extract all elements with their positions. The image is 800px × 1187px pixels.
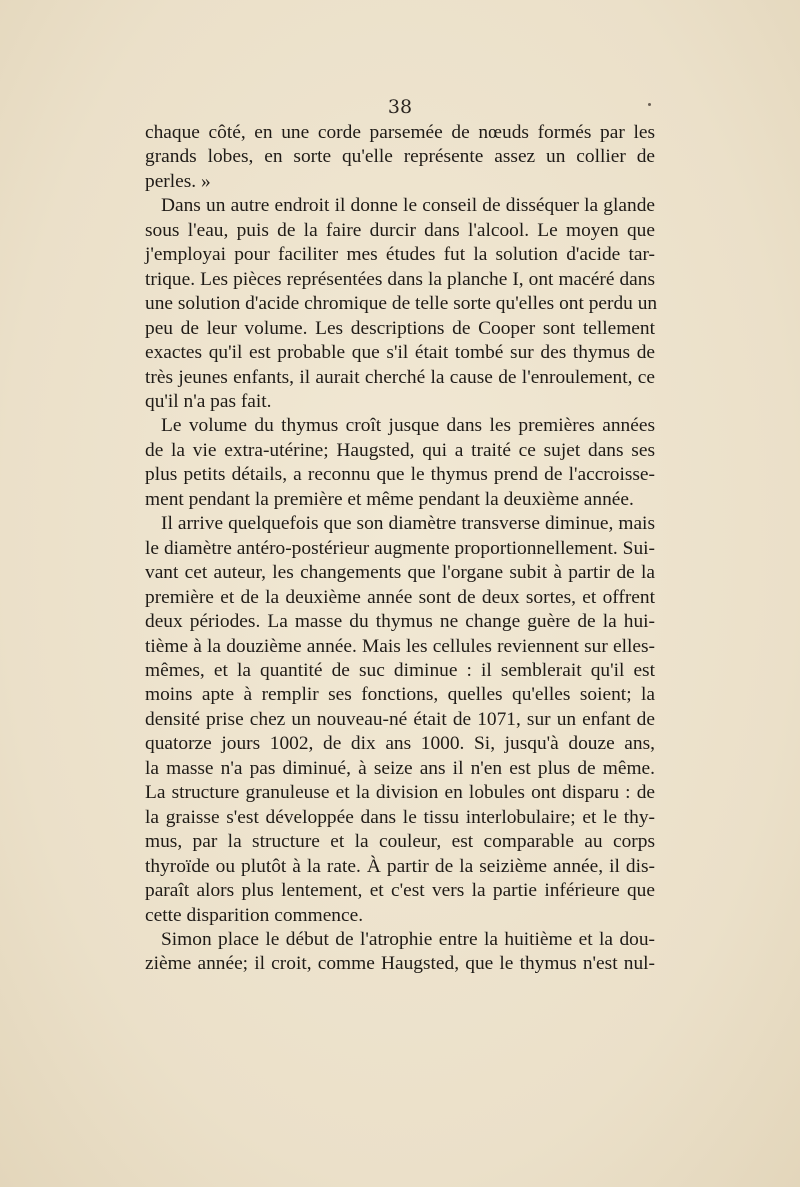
paragraph bbox=[145, 928, 655, 977]
text-line: zième année; il croit, comme Haugsted, que le thymus n'est nul- bbox=[145, 953, 655, 975]
text-line: la graisse s'est développée dans le tissu interlobulaire; et le thy- bbox=[145, 806, 655, 828]
text-line: grands lobes, en sorte qu'elle représente assez un collier de bbox=[145, 146, 655, 168]
paragraph bbox=[145, 512, 655, 928]
text-line: peu de leur volume. Les descriptions de Cooper sont tellement bbox=[145, 317, 655, 339]
paragraph bbox=[145, 194, 658, 414]
text-line: tième à la douzième année. Mais les cellules reviennent sur elles- bbox=[145, 635, 655, 657]
text-line: qu'il n'a pas fait. bbox=[145, 390, 272, 412]
text-line: plus petits détails, a reconnu que le thymus prend de l'accroisse- bbox=[145, 464, 655, 486]
text-line: une solution d'acide chromique de telle sorte qu'elles ont perdu un bbox=[145, 293, 658, 315]
text-line: Simon place le début de l'atrophie entre la huitième et la dou- bbox=[161, 928, 655, 950]
text-line: chaque côté, en une corde parsemée de nœuds formés par les bbox=[145, 122, 655, 143]
ink-speck bbox=[648, 103, 651, 106]
paragraph bbox=[145, 121, 655, 194]
text-line: Le volume du thymus croît jusque dans les premières années bbox=[161, 415, 655, 437]
page-number: 38 bbox=[387, 96, 413, 118]
text-line: le diamètre antéro-postérieur augmente proportionnellement. Sui- bbox=[145, 537, 655, 559]
text-line: deux périodes. La masse du thymus ne change guère de la hui- bbox=[145, 611, 655, 633]
text-line: vant cet auteur, les changements que l'organe subit à partir de la bbox=[145, 562, 655, 584]
text-line: perles. » bbox=[145, 170, 211, 192]
text-line: moins apte à remplir ses fonctions, quelles qu'elles soient; la bbox=[145, 684, 655, 706]
text-line: densité prise chez un nouveau-né était de 1071, sur un enfant de bbox=[145, 708, 655, 730]
text-line: la masse n'a pas diminué, à seize ans il n'en est plus de même. bbox=[145, 757, 655, 779]
text-line: thyroïde ou plutôt à la rate. À partir de la seizième année, il dis- bbox=[145, 855, 655, 877]
text-line: première et de la deuxième année sont de deux sortes, et offrent bbox=[145, 586, 655, 608]
text-line: j'employai pour faciliter mes études fut la solution d'acide tar- bbox=[145, 244, 655, 266]
text-line: cette disparition commence. bbox=[145, 904, 364, 926]
text-line: quatorze jours 1002, de dix ans 1000. Si, jusqu'à douze ans, bbox=[145, 733, 655, 755]
body-text bbox=[145, 121, 658, 977]
text-line: mus, par la structure et la couleur, est comparable au corps bbox=[145, 831, 655, 853]
text-line: mêmes, et la quantité de suc diminue : il semblerait qu'il est bbox=[145, 659, 655, 681]
text-line: très jeunes enfants, il aurait cherché la cause de l'enroulement, ce bbox=[145, 366, 655, 388]
text-line: exactes qu'il est probable que s'il était tombé sur des thymus de bbox=[145, 342, 655, 364]
paragraph bbox=[145, 414, 655, 512]
text-line: sous l'eau, puis de la faire durcir dans l'alcool. Le moyen que bbox=[145, 219, 655, 241]
text-line: Dans un autre endroit il donne le conseil de disséquer la glande bbox=[161, 195, 655, 217]
text-line: La structure granuleuse et la division en lobules ont disparu : de bbox=[145, 782, 655, 804]
text-line: Il arrive quelquefois que son diamètre transverse diminue, mais bbox=[161, 513, 655, 535]
text-line: trique. Les pièces représentées dans la planche I, ont macéré dans bbox=[145, 268, 655, 290]
text-line: ment pendant la première et même pendant la deuxième année. bbox=[145, 488, 634, 510]
text-line: paraît alors plus lentement, et c'est vers la partie inférieure que bbox=[145, 880, 655, 902]
text-line: de la vie extra-utérine; Haugsted, qui a traité ce sujet dans ses bbox=[145, 439, 655, 461]
